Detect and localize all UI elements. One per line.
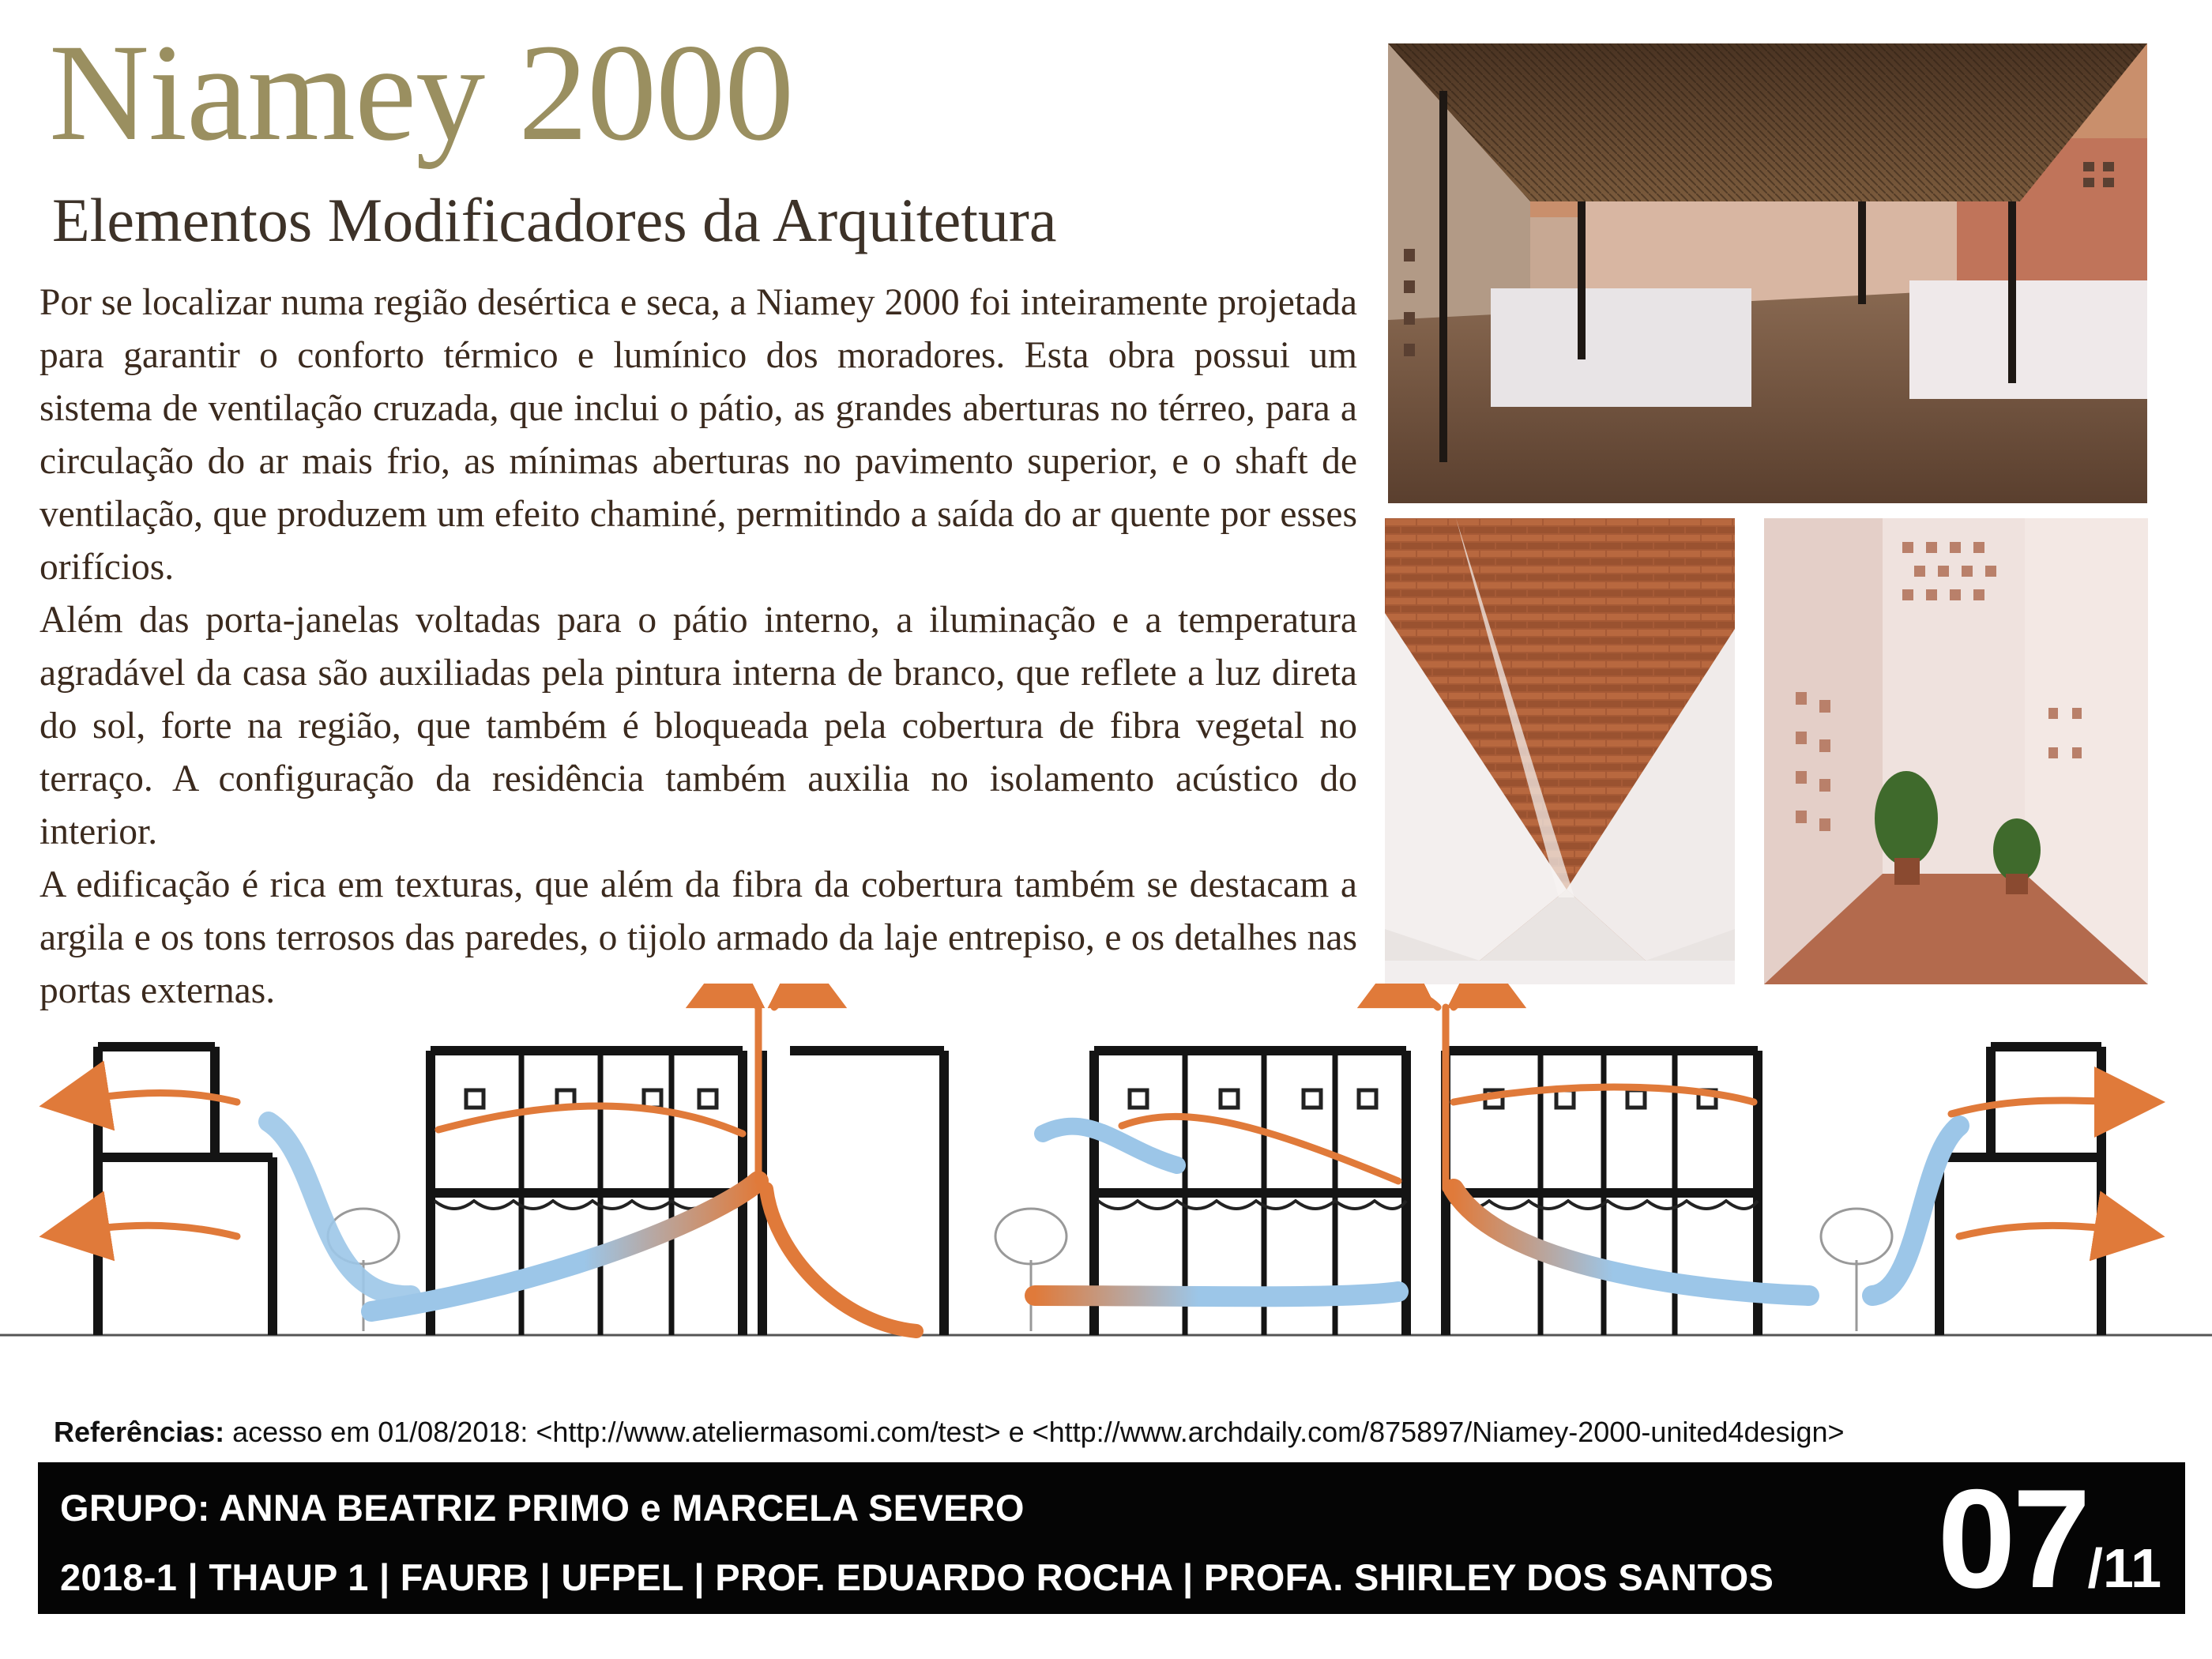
photo-ventilation-shaft <box>1764 518 2148 984</box>
paragraph-ventilation: Por se localizar numa região desértica e seca, a Niamey 2000 foi inteiramente projetada para garantir o conforto térmico e lumínico dos moradores. Esta obra possui um sistema de ventilação cruzada, que inclui o pátio, as grandes aberturas no térreo, para a circulação do ar mais frio, as mínimas aberturas no pavimento superior, e o shaft de ventilação, que produzem um efeito chaminé, permitindo a saída do ar quente por esses orifícios. <box>40 282 1357 588</box>
page-separator: / <box>2087 1537 2103 1599</box>
building-section-diagram <box>0 984 2212 1379</box>
body-text <box>40 276 1357 1018</box>
references-label: Referências: <box>54 1416 225 1448</box>
page-subtitle: Elementos Modificadores da Arquitetura <box>52 186 1057 254</box>
photo-terrace <box>1388 43 2147 503</box>
page-total: 11 <box>2103 1537 2161 1599</box>
footer-bar <box>38 1460 2185 1617</box>
references <box>54 1416 1845 1449</box>
group-members: GRUPO: ANNA BEATRIZ PRIMO e MARCELA SEVERO <box>60 1487 1025 1529</box>
paragraph-textures: A edificação é rica em texturas, que além da fibra da cobertura também se destacam a argila e os tons terrosos das paredes, o tijolo armado da laje entrepiso, e os detalhes nas portas externas. <box>40 864 1357 1011</box>
references-text: acesso em 01/08/2018: <http://www.ateliermasomi.com/test> e <http://www.archdaily.com/875897/Niamey-2000-united4design> <box>224 1416 1845 1448</box>
paragraph-lighting: Além das porta-janelas voltadas para o pátio interno, a iluminação e a temperatura agradável da casa são auxiliadas pela pintura interna de branco, que reflete a luz direta do sol, forte na região, que também é bloqueada pela cobertura de fibra vegetal no terraço. A configuração da residência também auxilia no isolamento acústico do interior. <box>40 600 1357 852</box>
page-title: Niamey 2000 <box>49 16 794 170</box>
page-indicator <box>1937 1460 2161 1617</box>
course-info: 2018-1 | THAUP 1 | FAURB | UFPEL | PROF. EDUARDO ROCHA | PROFA. SHIRLEY DOS SANTOS <box>60 1556 1774 1598</box>
photo-brick-vault <box>1385 518 1735 984</box>
page-number: 07 <box>1937 1460 2088 1617</box>
